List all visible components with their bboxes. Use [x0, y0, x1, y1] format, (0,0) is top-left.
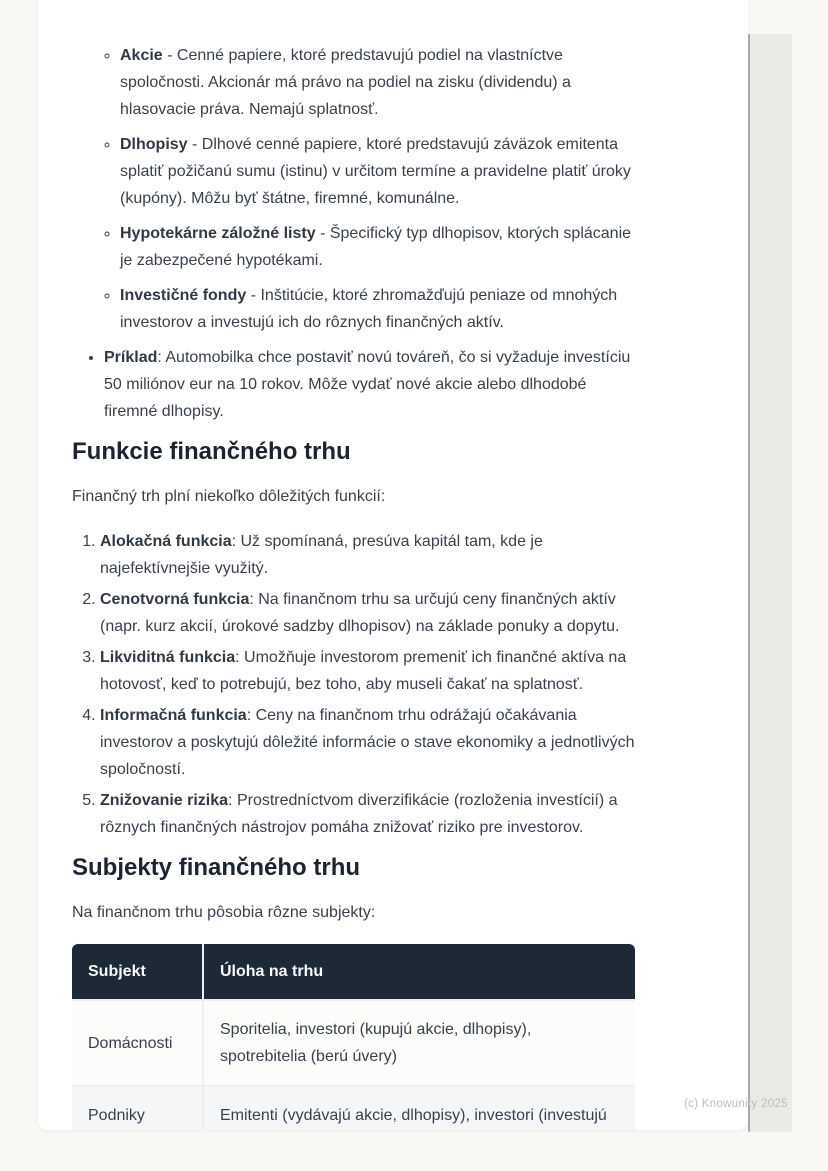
- table-header-role: Úloha na trhu: [203, 944, 635, 1000]
- list-item-investicne-fondy: [120, 282, 635, 336]
- list-item-term: Dlhopisy: [120, 136, 188, 153]
- watermark-copyright: (c) Knowunity 2025: [684, 1098, 788, 1110]
- financial-instruments-list: [72, 42, 635, 336]
- list-item-text: : Už spomínaná, presúva kapitál tam, kde je najefektívnejšie využitý.: [100, 533, 543, 577]
- list-item-term: Akcie: [120, 47, 163, 64]
- list-item-text: : Na finančnom trhu sa určujú ceny finančných aktív (napr. kurz akcií, úrokové sadzby dlhopisov) na základe ponuky a dopytu.: [100, 591, 620, 635]
- list-item-term: Alokačná funkcia: [100, 533, 232, 550]
- table-cell-subject: Podniky: [72, 1086, 203, 1130]
- scrollbar[interactable]: [748, 34, 792, 1132]
- table-header-row: [72, 944, 635, 1000]
- table-header-subject: Subjekt: [72, 944, 203, 1000]
- list-item-term: Informačná funkcia: [100, 707, 247, 724]
- example-list: [72, 344, 635, 425]
- list-item-text: - Špecifický typ dlhopisov, ktorých splácanie je zabezpečené hypotékami.: [120, 225, 632, 269]
- section-intro-functions: Finančný trh plní niekoľko dôležitých funkcií:: [72, 488, 386, 505]
- list-item-cenotvorna-funkcia: [100, 586, 635, 640]
- list-item-text: - Cenné papiere, ktoré predstavujú podiel na vlastníctve spoločnosti. Akcionár má právo na podiel na zisku (dividendu) a hlasovacie práva. Nemajú splatnosť.: [120, 47, 571, 118]
- table-body: [72, 1000, 635, 1130]
- list-item-likviditna-funkcia: [100, 644, 635, 698]
- section-heading-functions: Funkcie finančného trhu: [72, 438, 351, 465]
- section-intro-subjects: Na finančnom trhu pôsobia rôzne subjekty:: [72, 904, 376, 921]
- section-heading-subjects: Subjekty finančného trhu: [72, 854, 361, 881]
- list-item-term: Príklad: [104, 349, 158, 366]
- table-cell-subject: Domácnosti: [72, 1000, 203, 1086]
- functions-numbered-list: [72, 528, 635, 841]
- list-item-term: Cenotvorná funkcia: [100, 591, 250, 608]
- list-item-priklad: [104, 344, 635, 425]
- table-row-domacnosti: [72, 1000, 635, 1086]
- table-head: [72, 944, 635, 1000]
- list-item-term: Hypotekárne záložné listy: [120, 225, 316, 242]
- list-item-alokacna-funkcia: [100, 528, 635, 582]
- list-item-hypotekarne-zalozne-listy: [120, 220, 635, 274]
- list-item-text: : Umožňuje investorom premeniť ich finančné aktíva na hotovosť, keď to potrebujú, bez toho, aby museli čakať na splatnosť.: [100, 649, 627, 693]
- subjects-table: [72, 944, 635, 1130]
- list-item-term: Investičné fondy: [120, 287, 247, 304]
- list-item-text: - Dlhové cenné papiere, ktoré predstavujú záväzok emitenta splatiť požičanú sumu (istinu) v určitom termíne a pravidelne platiť úroky (kupóny). Môžu byť štátne, firemné, komunálne.: [120, 136, 631, 207]
- list-item-dlhopisy: [120, 131, 635, 212]
- list-item-term: Likviditná funkcia: [100, 649, 236, 666]
- document-content: [38, 0, 635, 1130]
- list-item-text: : Ceny na finančnom trhu odrážajú očakávania investorov a poskytujú dôležité informácie o stave ekonomiky a jednotlivých spoločností.: [100, 707, 635, 778]
- list-item-text: : Automobilka chce postaviť novú továreň, čo si vyžaduje investíciu 50 miliónov eur na 10 rokov. Môže vydať nové akcie alebo dlhodobé firemné dlhopisy.: [104, 349, 631, 420]
- table-row-podniky: [72, 1086, 635, 1130]
- list-item-text: : Prostredníctvom diverzifikácie (rozloženia investícií) a rôznych finančných nástrojov pomáha znižovať riziko pre investorov.: [100, 792, 618, 836]
- document-page: [38, 0, 748, 1130]
- list-item-informacna-funkcia: [100, 702, 635, 783]
- table-cell-role: Emitenti (vydávajú akcie, dlhopisy), investori (investujú: [220, 1107, 607, 1124]
- list-item-znizovanie-rizika: [100, 787, 635, 841]
- table-cell-role: Sporitelia, investori (kupujú akcie, dlhopisy), spotrebitelia (berú úvery): [220, 1021, 532, 1065]
- list-item-akcie: [120, 42, 635, 123]
- list-item-term: Znižovanie rizika: [100, 792, 229, 809]
- list-item-text: - Inštitúcie, ktoré zhromažďujú peniaze od mnohých investorov a investujú ich do rôznych finančných aktív.: [120, 287, 618, 331]
